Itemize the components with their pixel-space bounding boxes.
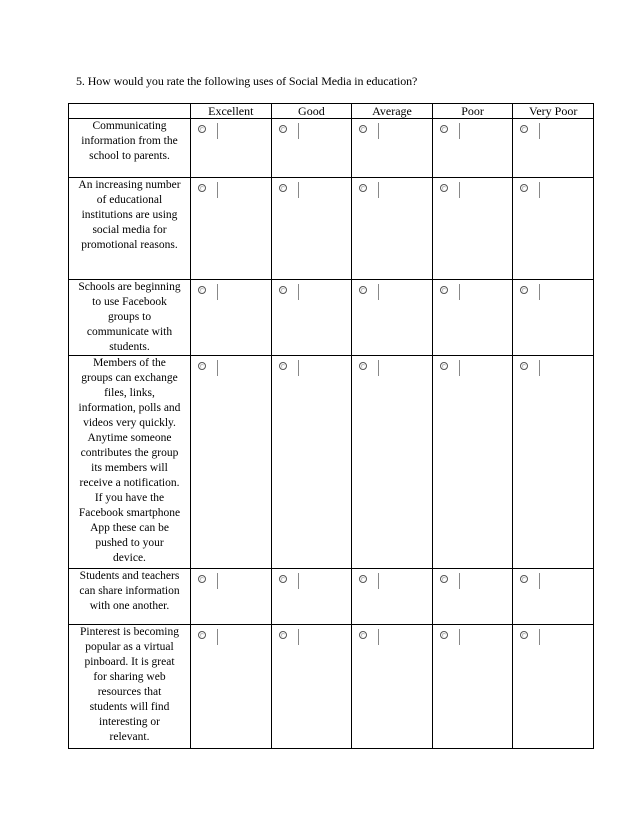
- separator-tick: [217, 360, 218, 376]
- question-text: 5. How would you rate the following uses of Social Media in education?: [76, 74, 418, 88]
- label-line: Members of the: [93, 357, 166, 369]
- cell-good: [271, 280, 352, 356]
- cell-good: [271, 356, 352, 569]
- label-line: relevant.: [109, 731, 150, 743]
- cell-poor: [432, 178, 513, 280]
- label-line: interesting or: [99, 716, 160, 728]
- row-label: [69, 569, 191, 625]
- cell-poor: [432, 569, 513, 625]
- cell-excellent: [191, 280, 272, 356]
- separator-tick: [378, 573, 379, 589]
- separator-tick: [217, 629, 218, 645]
- separator-tick: [459, 360, 460, 376]
- cell-excellent: [191, 119, 272, 178]
- cell-very-poor: [513, 569, 594, 625]
- radio-good[interactable]: [279, 575, 287, 583]
- label-line: students will find: [89, 701, 170, 713]
- row-label: [69, 356, 191, 569]
- separator-tick: [539, 123, 540, 139]
- separator-tick: [298, 182, 299, 198]
- radio-good[interactable]: [279, 286, 287, 294]
- header-very-poor: Very Poor: [513, 104, 594, 119]
- label-line: of educational: [96, 194, 163, 206]
- label-line: with one another.: [89, 600, 170, 612]
- cell-good: [271, 119, 352, 178]
- label-line: videos very quickly.: [83, 417, 176, 429]
- label-line: communicate with: [86, 326, 173, 338]
- table-row: [69, 178, 594, 280]
- cell-average: [352, 356, 433, 569]
- label-line: device.: [113, 552, 146, 564]
- label-line: can share information: [79, 585, 180, 597]
- cell-very-poor: [513, 625, 594, 749]
- label-line: to use Facebook: [92, 296, 167, 308]
- cell-excellent: [191, 569, 272, 625]
- cell-average: [352, 119, 433, 178]
- table-row: [69, 119, 594, 178]
- label-line: Schools are beginning: [78, 281, 181, 293]
- label-line: social media for: [92, 224, 167, 236]
- row-label: [69, 178, 191, 280]
- cell-poor: [432, 356, 513, 569]
- cell-poor: [432, 119, 513, 178]
- cell-excellent: [191, 356, 272, 569]
- cell-poor: [432, 625, 513, 749]
- separator-tick: [378, 360, 379, 376]
- separator-tick: [539, 284, 540, 300]
- table-row: [69, 280, 594, 356]
- rating-table: [68, 103, 594, 749]
- row-label: [69, 280, 191, 356]
- label-line: If you have the: [94, 492, 165, 504]
- label-line: institutions are using: [81, 209, 178, 221]
- radio-poor[interactable]: [440, 631, 448, 639]
- separator-tick: [298, 123, 299, 139]
- radio-excellent[interactable]: [198, 631, 206, 639]
- radio-average[interactable]: [359, 286, 367, 294]
- label-line: Pinterest is becoming: [79, 626, 179, 638]
- radio-very-poor[interactable]: [520, 575, 528, 583]
- separator-tick: [217, 123, 218, 139]
- label-line: information, polls and: [78, 402, 181, 414]
- separator-tick: [459, 123, 460, 139]
- label-line: its members will: [91, 462, 168, 474]
- radio-good[interactable]: [279, 362, 287, 370]
- separator-tick: [539, 573, 540, 589]
- label-line: for sharing web: [93, 671, 166, 683]
- label-line: resources that: [97, 686, 162, 698]
- separator-tick: [298, 629, 299, 645]
- radio-poor[interactable]: [440, 125, 448, 133]
- label-line: promotional reasons.: [81, 239, 178, 251]
- header-blank: [69, 104, 191, 119]
- label-line: groups can exchange: [81, 372, 178, 384]
- separator-tick: [459, 629, 460, 645]
- header-poor: Poor: [432, 104, 513, 119]
- separator-tick: [459, 182, 460, 198]
- radio-average[interactable]: [359, 362, 367, 370]
- table-row: [69, 356, 594, 569]
- radio-very-poor[interactable]: [520, 631, 528, 639]
- cell-good: [271, 178, 352, 280]
- radio-excellent[interactable]: [198, 575, 206, 583]
- radio-average[interactable]: [359, 125, 367, 133]
- label-line: pinboard. It is great: [84, 656, 175, 668]
- separator-tick: [298, 573, 299, 589]
- label-line: popular as a virtual: [85, 641, 174, 653]
- cell-average: [352, 280, 433, 356]
- label-line: App these can be: [90, 522, 169, 534]
- row-label: [69, 119, 191, 178]
- cell-very-poor: [513, 356, 594, 569]
- label-line: receive a notification.: [79, 477, 180, 489]
- cell-very-poor: [513, 280, 594, 356]
- cell-average: [352, 569, 433, 625]
- header-good: Good: [271, 104, 352, 119]
- radio-excellent[interactable]: [198, 362, 206, 370]
- label-line: Facebook smartphone: [78, 507, 181, 519]
- label-line: Communicating: [92, 120, 167, 132]
- radio-poor[interactable]: [440, 184, 448, 192]
- table-row: [69, 625, 594, 749]
- table-row: [69, 569, 594, 625]
- separator-tick: [378, 284, 379, 300]
- radio-good[interactable]: [279, 125, 287, 133]
- radio-very-poor[interactable]: [520, 286, 528, 294]
- label-line: Students and teachers: [79, 570, 180, 582]
- radio-excellent[interactable]: [198, 184, 206, 192]
- header-excellent: Excellent: [191, 104, 272, 119]
- separator-tick: [378, 123, 379, 139]
- radio-poor[interactable]: [440, 286, 448, 294]
- separator-tick: [459, 284, 460, 300]
- label-line: files, links,: [104, 387, 155, 399]
- separator-tick: [217, 182, 218, 198]
- label-line: An increasing number: [78, 179, 181, 191]
- separator-tick: [539, 360, 540, 376]
- label-line: pushed to your: [95, 537, 164, 549]
- label-line: students.: [109, 341, 150, 353]
- separator-tick: [217, 573, 218, 589]
- label-line: Anytime someone: [87, 432, 172, 444]
- radio-good[interactable]: [279, 184, 287, 192]
- cell-good: [271, 625, 352, 749]
- separator-tick: [217, 284, 218, 300]
- separator-tick: [459, 573, 460, 589]
- radio-average[interactable]: [359, 575, 367, 583]
- radio-very-poor[interactable]: [520, 362, 528, 370]
- cell-excellent: [191, 625, 272, 749]
- header-row: [69, 104, 594, 119]
- cell-average: [352, 625, 433, 749]
- separator-tick: [378, 629, 379, 645]
- cell-poor: [432, 280, 513, 356]
- radio-very-poor[interactable]: [520, 184, 528, 192]
- cell-very-poor: [513, 178, 594, 280]
- radio-excellent[interactable]: [198, 286, 206, 294]
- radio-good[interactable]: [279, 631, 287, 639]
- radio-poor[interactable]: [440, 575, 448, 583]
- separator-tick: [298, 284, 299, 300]
- cell-average: [352, 178, 433, 280]
- separator-tick: [539, 629, 540, 645]
- radio-average[interactable]: [359, 631, 367, 639]
- header-average: Average: [352, 104, 433, 119]
- radio-average[interactable]: [359, 184, 367, 192]
- radio-very-poor[interactable]: [520, 125, 528, 133]
- cell-good: [271, 569, 352, 625]
- radio-excellent[interactable]: [198, 125, 206, 133]
- row-label: [69, 625, 191, 749]
- cell-very-poor: [513, 119, 594, 178]
- cell-excellent: [191, 178, 272, 280]
- label-line: groups to: [107, 311, 152, 323]
- radio-poor[interactable]: [440, 362, 448, 370]
- separator-tick: [539, 182, 540, 198]
- label-line: contributes the group: [80, 447, 179, 459]
- separator-tick: [378, 182, 379, 198]
- label-line: school to parents.: [89, 150, 170, 162]
- label-line: information from the: [81, 135, 178, 147]
- separator-tick: [298, 360, 299, 376]
